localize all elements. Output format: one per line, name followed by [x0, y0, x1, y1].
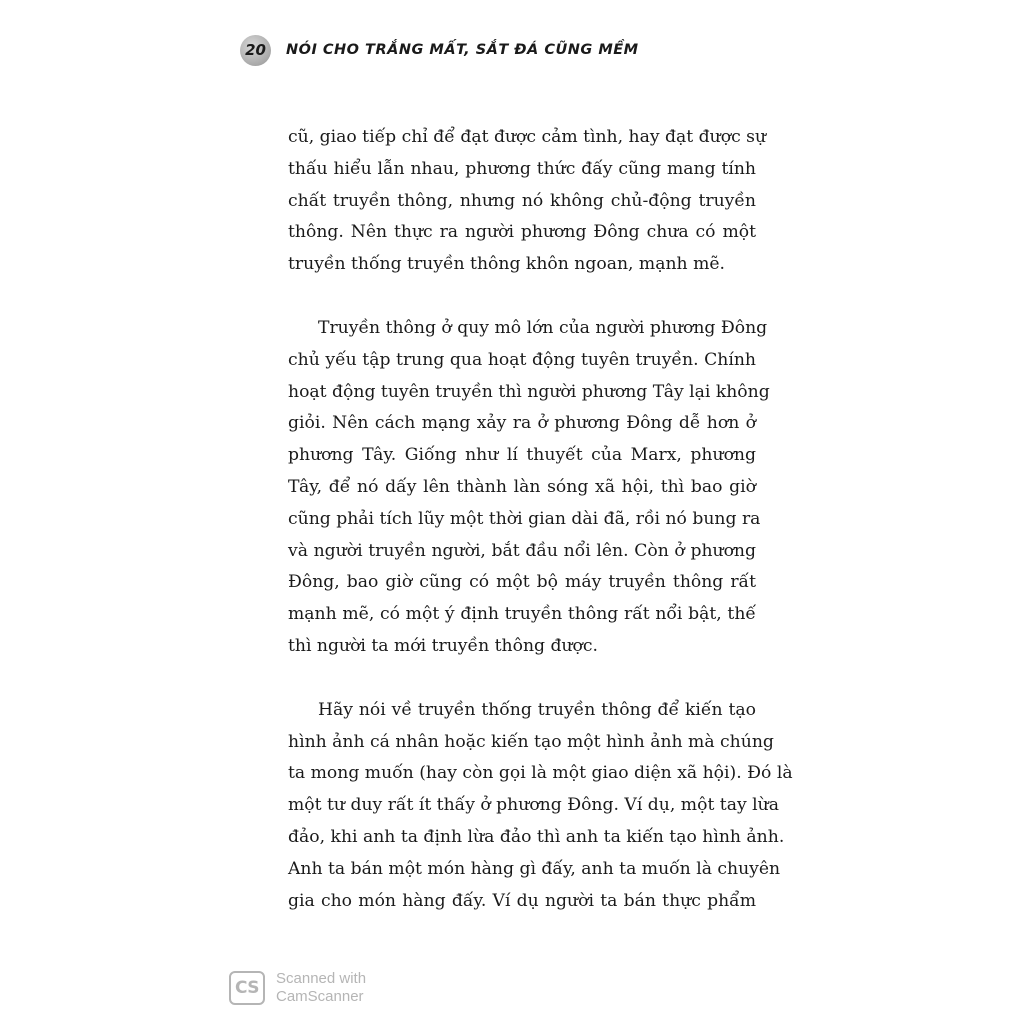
text-line: giỏi. Nên cách mạng xảy ra ở phương Đông dễ hơn ở: [288, 413, 756, 434]
text-line: thông. Nên thực ra người phương Đông chưa có một: [288, 222, 756, 243]
body-text: [288, 122, 793, 917]
text-line: Truyền thông ở quy mô lớn của người phương Đông: [318, 317, 768, 338]
text-line: hoạt động tuyên truyền thì người phương Tây lại không: [288, 381, 770, 402]
watermark-line-1: Scanned with: [276, 970, 367, 987]
watermark-line-2: CamScanner: [276, 988, 364, 1005]
text-line: Anh ta bán một món hàng gì đấy, anh ta muốn là chuyên: [288, 858, 781, 879]
camscanner-watermark: [229, 970, 366, 1006]
text-line: truyền thống truyền thông khôn ngoan, mạnh mẽ.: [288, 254, 726, 275]
text-line: Hãy nói về truyền thống truyền thông để kiến tạo: [318, 699, 756, 720]
text-line: hình ảnh cá nhân hoặc kiến tạo một hình ảnh mà chúng: [288, 731, 774, 752]
text-line: Tây, để nó dấy lên thành làn sóng xã hội, thì bao giờ: [288, 476, 756, 497]
paragraph-2: [288, 313, 770, 663]
text-line: một tư duy rất ít thấy ở phương Đông. Ví dụ, một tay lừa: [288, 795, 779, 816]
running-title: NÓI CHO TRẮNG MẤT, SẮT ĐÁ CŨNG MỀM: [286, 42, 639, 58]
text-line: chủ yếu tập trung qua hoạt động tuyên truyền. Chính: [288, 349, 756, 370]
paragraph-gap: [288, 281, 756, 313]
text-line: ta mong muốn (hay còn gọi là một giao diện xã hội). Đó là: [288, 763, 793, 784]
text-line: thấu hiểu lẫn nhau, phương thức đấy cũng mang tính: [288, 158, 756, 179]
text-line: gia cho món hàng đấy. Ví dụ người ta bán thực phẩm: [288, 890, 756, 911]
text-line: cũng phải tích lũy một thời gian dài đã, rồi nó bung ra: [288, 508, 761, 529]
watermark-text: [276, 970, 366, 1006]
text-line: cũ, giao tiếp chỉ để đạt được cảm tình, hay đạt được sự: [288, 127, 767, 147]
camscanner-logo-icon: CS: [229, 971, 265, 1005]
text-line: thì người ta mới truyền thông được.: [288, 635, 598, 656]
text-line: Đông, bao giờ cũng có một bộ máy truyền thông rất: [288, 572, 756, 593]
page-number: 20: [240, 35, 271, 66]
text-line: đảo, khi anh ta định lừa đảo thì anh ta kiến tạo hình ảnh.: [288, 826, 785, 847]
text-line: chất truyền thông, nhưng nó không chủ-động truyền: [288, 190, 756, 211]
text-line: phương Tây. Giống như lí thuyết của Marx, phương: [288, 445, 756, 466]
paragraph-gap: [288, 663, 756, 695]
paragraph-3: [288, 695, 793, 918]
paragraph-1: [288, 122, 767, 281]
page-header: [240, 34, 639, 66]
text-line: mạnh mẽ, có một ý định truyền thông rất nổi bật, thế: [288, 604, 756, 625]
text-line: và người truyền người, bắt đầu nổi lên. Còn ở phương: [288, 540, 756, 561]
